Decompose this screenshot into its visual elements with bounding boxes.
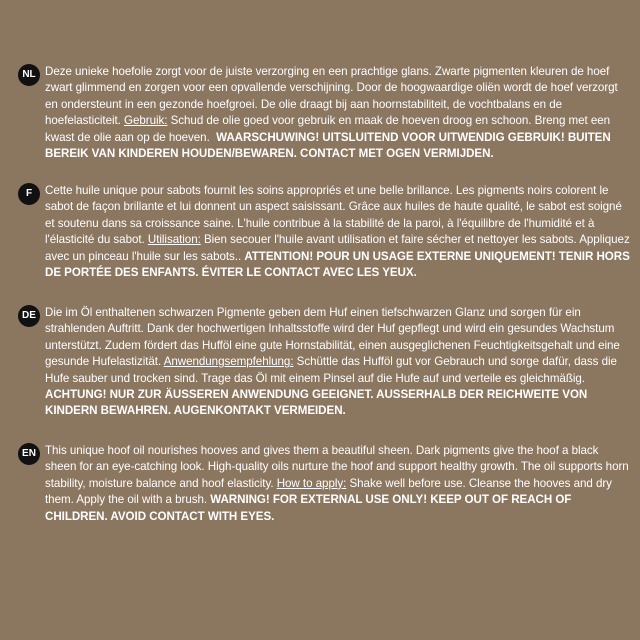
usage-label: Gebruik:: [124, 114, 168, 128]
section-dutch: [18, 64, 630, 162]
language-badge-nl: NL: [18, 64, 40, 86]
section-german: [18, 305, 630, 420]
section-english: [18, 443, 630, 525]
section-text: [45, 183, 630, 281]
warning-text: WAARSCHUWING! UITSLUITEND VOOR UITWENDIG GEBRUIK! BUITEN BEREIK VAN KINDEREN HOUDEN/BEWAREN. CONTACT MET OGEN VERMIJDEN.: [45, 130, 611, 161]
section-text: [45, 305, 630, 420]
section-french: [18, 183, 630, 281]
warning-text: WARNING! FOR EXTERNAL USE ONLY! KEEP OUT OF REACH OF CHILDREN. AVOID CONTACT WITH EYES.: [45, 493, 572, 523]
warning-text: ATTENTION! POUR UN USAGE EXTERNE UNIQUEMENT! TENIR HORS DE PORTÉE DES ENFANTS. ÉVITER LE CONTACT AVEC LES YEUX.: [45, 249, 630, 280]
description-text: Die im Öl enthaltenen schwarzen Pigmente geben dem Huf einen tiefschwarzen Glanz und sorgen für ein strahlenden Auftritt. Dank der hochwertigen Inhaltsstoffe wird der Huf gepflegt und wird ein gesundes Wachstum unterstützt. Zudem fördert das Hufföl eine gute Hornstabilität, einen ausgeglichenen Feuchtigkeitsgehalt und eine gesunde Hufelastizität.: [45, 306, 620, 369]
usage-label: Anwendungsempfehlung:: [163, 355, 294, 369]
description-text: Cette huile unique pour sabots fournit les soins appropriés et une belle brillance. Les pigments noirs colorent le sabot de façon brillante et lui donnent un aspect saisissant. Grâce aux huiles de haute qualité, le sabot est soigné et soutenu dans sa croissance saine. L'huile contribue à la stabilité de la paroi, à l'équilibre de l'humidité et à l'élasticité du sabot.: [45, 184, 622, 247]
usage-text: Shake well before use. Cleanse the hooves and dry them. Apply the oil with a brush.: [45, 476, 612, 507]
section-text: [45, 443, 630, 525]
usage-text: Bien secouer l'huile avant utilisation et faire sécher et nettoyer les sabots. Appliquez avec un pinceau l'huile sur les sabots..: [45, 233, 630, 263]
language-badge-f: F: [18, 183, 40, 205]
language-badge-en: EN: [18, 443, 40, 465]
usage-label: How to apply:: [276, 476, 347, 490]
usage-text: Schüttle das Hufföl gut vor Gebrauch und sorge dafür, dass die Hufe sauber und trocken sind. Trage das Öl mit einem Pinsel auf die Hufe auf und verteile es gleichmäßig.: [45, 355, 617, 385]
section-text: [45, 64, 630, 162]
usage-text: Schud de olie goed voor gebruik en maak de hoeven droog en schoon. Breng met een kwast de olie aan op de hoeven.: [45, 114, 611, 144]
description-text: Deze unieke hoefolie zorgt voor de juiste verzorging en een prachtige glans. Zwarte pigmenten kleuren de hoef zwart glimmend en zorgen voor een opvallende verschijning. Door de hoogwaardige oliën wordt de hoef verzorgt en ondersteunt in een gezonde hoefgroei. De olie draagt bij aan hoornstabiliteit, de vochtbalans en de hoefelasticiteit.: [45, 65, 618, 128]
description-text: This unique hoof oil nourishes hooves and gives them a beautiful sheen. Dark pigments give the hoof a black sheen for an eye-catching look. High-quality oils nurture the hoof and support healthy growth. The oil supports horn stability, moisture balance and hoof elasticity.: [45, 444, 629, 490]
usage-label: Utilisation:: [147, 233, 201, 247]
warning-text: ACHTUNG! NUR ZUR ÄUSSEREN ANWENDUNG GEEIGNET. AUSSERHALB DER REICHWEITE VON KINDERN BEWAHREN. AUGENKONTAKT VERMEIDEN.: [45, 388, 588, 418]
language-badge-de: DE: [18, 305, 40, 327]
